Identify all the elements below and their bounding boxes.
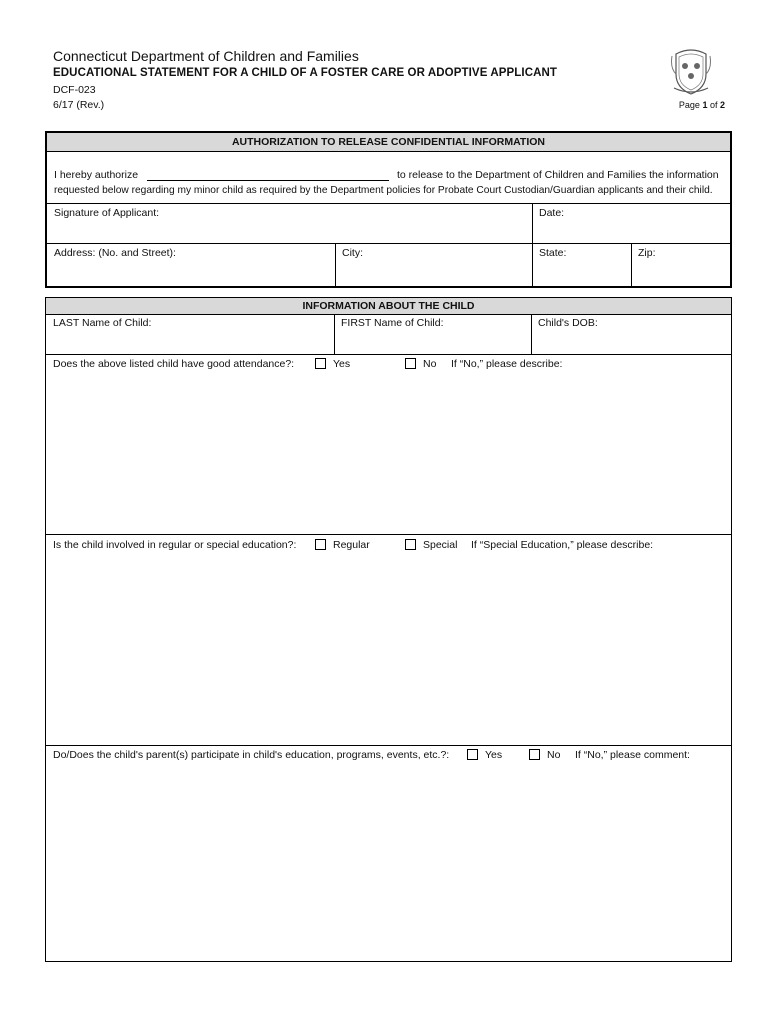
row-divider xyxy=(46,534,731,535)
form-revision: 6/17 (Rev.) xyxy=(53,99,105,111)
education-special-label: Special xyxy=(423,539,458,551)
education-description-area[interactable] xyxy=(50,555,727,740)
parent-yes-label: Yes xyxy=(485,749,503,761)
education-regular-checkbox[interactable] xyxy=(315,539,326,550)
page-total: 2 xyxy=(719,100,725,110)
address-label: Address: (No. and Street): xyxy=(54,247,176,259)
parent-followup: If “No,” please comment: xyxy=(575,749,690,761)
education-special-checkbox[interactable] xyxy=(405,539,416,550)
address-field[interactable] xyxy=(47,244,335,286)
education-regular-label: Regular xyxy=(333,539,370,551)
attendance-description-area[interactable] xyxy=(50,374,727,530)
attendance-question: Does the above listed child have good attendance?: xyxy=(53,358,295,370)
row-divider xyxy=(46,354,731,355)
attendance-no-label: No xyxy=(423,358,437,370)
authorization-section xyxy=(45,131,732,288)
last-name-label: LAST Name of Child: xyxy=(53,317,152,329)
parent-yes-checkbox[interactable] xyxy=(467,749,478,760)
city-field[interactable] xyxy=(336,244,532,286)
authorize-purpose-text: requested below regarding my minor child as required by the Department policies for Probate Court Custodian/Guardian applicants and their child. xyxy=(54,185,713,196)
dob-label: Child's DOB: xyxy=(538,317,598,329)
zip-label: Zip: xyxy=(638,247,656,259)
parent-participation-question: Do/Does the child's parent(s) participate in child's education, programs, events, etc.?: xyxy=(53,749,450,761)
first-name-label: FIRST Name of Child: xyxy=(341,317,444,329)
attendance-yes-checkbox[interactable] xyxy=(315,358,326,369)
page-of: of xyxy=(707,100,720,110)
signature-field[interactable] xyxy=(47,204,532,243)
authorized-party-field[interactable] xyxy=(147,180,389,181)
parent-no-label: No xyxy=(547,749,561,761)
education-followup: If “Special Education,” please describe: xyxy=(471,539,654,551)
signature-label: Signature of Applicant: xyxy=(54,207,160,219)
organization-name: Connecticut Department of Children and Families xyxy=(53,48,359,64)
page-current: 1 xyxy=(702,100,708,110)
parent-comment-area[interactable] xyxy=(50,765,727,955)
last-name-field[interactable] xyxy=(46,315,334,354)
form-title: EDUCATIONAL STATEMENT FOR A CHILD OF A FOSTER CARE OR ADOPTIVE APPLICANT xyxy=(53,67,558,79)
authorization-heading: AUTHORIZATION TO RELEASE CONFIDENTIAL INFORMATION xyxy=(47,133,730,152)
state-label: State: xyxy=(539,247,567,259)
page-indicator xyxy=(679,100,725,110)
date-label: Date: xyxy=(539,207,565,219)
state-field[interactable] xyxy=(533,244,631,286)
attendance-yes-label: Yes xyxy=(333,358,351,370)
child-info-heading: INFORMATION ABOUT THE CHILD xyxy=(46,298,731,315)
attendance-followup: If “No,” please describe: xyxy=(451,358,563,370)
date-field[interactable] xyxy=(533,204,730,243)
zip-field[interactable] xyxy=(632,244,730,286)
attendance-no-checkbox[interactable] xyxy=(405,358,416,369)
row-divider xyxy=(46,745,731,746)
parent-no-checkbox[interactable] xyxy=(529,749,540,760)
education-question: Is the child involved in regular or special education?: xyxy=(53,539,297,551)
authorize-release-text: to release to the Department of Children and Families the information xyxy=(397,169,719,181)
form-number: DCF-023 xyxy=(53,84,96,96)
child-info-section xyxy=(45,297,732,962)
city-label: City: xyxy=(342,247,363,259)
state-seal-icon xyxy=(670,44,712,96)
dob-field[interactable] xyxy=(532,315,731,354)
authorize-label: I hereby authorize xyxy=(54,169,139,181)
page-prefix: Page xyxy=(678,100,703,110)
first-name-field[interactable] xyxy=(335,315,531,354)
